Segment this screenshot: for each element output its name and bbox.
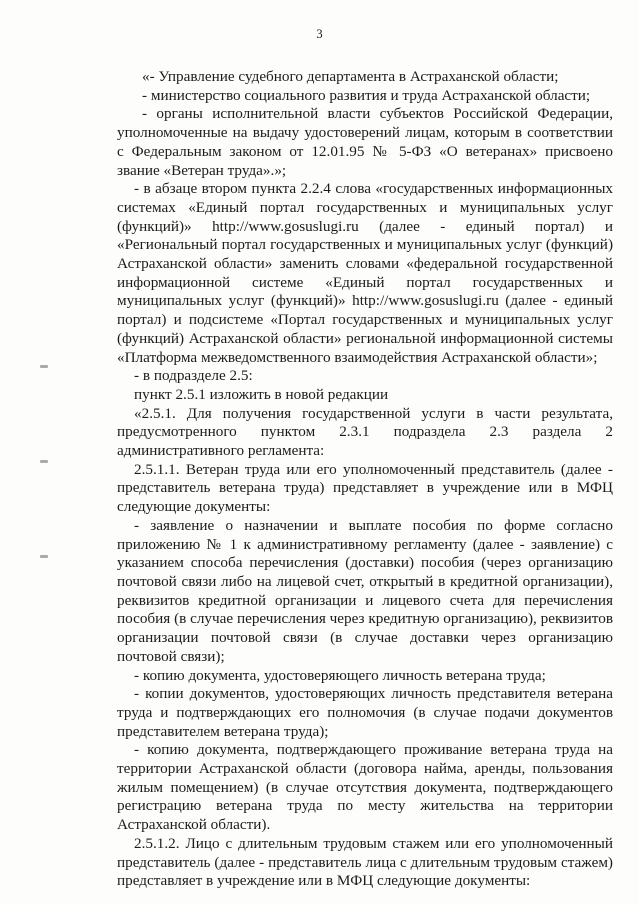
- scan-mark: [40, 460, 48, 463]
- clause-paragraph: «2.5.1. Для получения государственной услуги в части результата, предусмотренного пунктом 2.3.1 подраздела 2.3 раздела 2 административного регламента:: [117, 404, 613, 460]
- list-item: - заявление о назначении и выплате пособия по форме согласно приложению № 1 к административному регламенту (далее - заявление) с указанием способа перечисления (доставки) пособия (через организацию почтовой связи либо на лицевой счет, открытый в кредитной организации), реквизитов кредитной организации и лицевого счета для перечисления пособия (в случае перечисления через кредитную организацию), реквизитов организации почтовой связи (в случае доставки через организацию почтовой связи);: [117, 516, 613, 665]
- page-number: 3: [316, 27, 323, 41]
- clause-paragraph: 2.5.1.2. Лицо с длительным трудовым стажем или его уполномоченный представитель (далее - представитель лица с длительным трудовым стажем) представляет в учреждение или в МФЦ следующие документы:: [117, 834, 613, 890]
- document-body: [117, 68, 613, 891]
- list-item: - копию документа, удостоверяющего личность ветерана труда;: [134, 666, 546, 684]
- scan-mark: [40, 555, 48, 558]
- clause-paragraph: 2.5.1.1. Ветеран труда или его уполномоченный представитель (далее - представитель ветерана труда) представляет в учреждение или в МФЦ следующие документы:: [117, 460, 613, 516]
- list-item: - органы исполнительной власти субъектов Российской Федерации, уполномоченные на выдачу удостоверений лицам, которым в соответствии с Федеральным законом от 12.01.95 № 5-ФЗ «О ветеранах» присвоено звание «Ветеран труда».»;: [117, 105, 613, 179]
- list-item: - копии документов, удостоверяющих личность представителя ветерана труда и подтверждающих его полномочия (в случае подачи документов представителем ветерана труда);: [117, 685, 613, 740]
- list-item: «- Управление судебного департамента в Астраханской области;: [142, 68, 559, 85]
- amendment-paragraph: пункт 2.5.1 изложить в новой редакции: [134, 385, 389, 403]
- amendment-paragraph: - в абзаце втором пункта 2.2.4 слова «государственных информационных системах «Единый портал государственных и муниципальных услуг (функций)» http://www.gosuslugi.ru (далее - единый портал) и «Региональный портал государственных и муниципальных услуг (функций) Астраханской области» заменить словами «федеральной государственной информационной системе «Единый портал государственных и муниципальных услуг (функций)» http://www.gosuslugi.ru (далее - единый портал) и подсистеме «Портал государственных и муниципальных услуг (функций) Астраханской области» региональной информационной системы «Платформа межведомственного взаимодействия Астраханской области»;: [117, 180, 613, 366]
- list-item: - копию документа, подтверждающего проживание ветерана труда на территории Астраханской области (договора найма, аренды, пользования жилым помещением) (в случае отсутствия документа, подтверждающего регистрацию ветерана труда по месту жительства на территории Астраханской области).: [117, 741, 613, 834]
- list-item: - министерство социального развития и труда Астраханской области;: [142, 86, 591, 104]
- amendment-paragraph: - в подразделе 2.5:: [134, 367, 253, 385]
- scan-mark: [40, 365, 48, 368]
